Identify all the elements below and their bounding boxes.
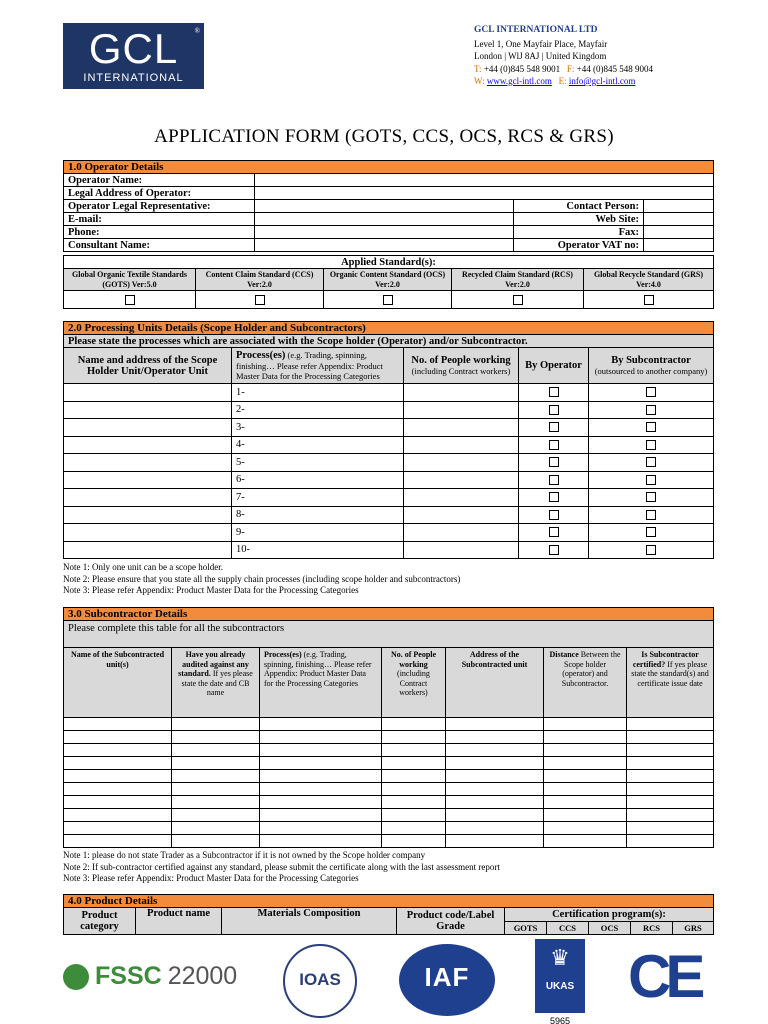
- program-grs-header: GRS: [673, 922, 714, 935]
- by-operator-checkbox[interactable]: [549, 510, 559, 520]
- company-logo: [63, 23, 204, 89]
- process-row[interactable]: 8-: [232, 506, 404, 524]
- operator-name-field[interactable]: [255, 174, 714, 187]
- note: Note 3: Please refer Appendix: Product Master Data for the Processing Categories: [63, 585, 359, 595]
- company-address-1: Level 1, One Mayfair Place, Mayfair: [474, 38, 608, 49]
- operator-name-label: Operator Name:: [64, 174, 255, 187]
- note: Note 2: If sub-contractor certified against any standard, please submit the certificate along with the last assessment report: [63, 861, 500, 872]
- col-distance-header: Distance Between the Scope holder (operator) and Subcontractor.: [544, 648, 627, 718]
- accreditation-logos: [0, 936, 768, 1024]
- subcontractor-details-table: [63, 607, 714, 848]
- section3-instruction: Please complete this table for all the subcontractors: [64, 621, 714, 648]
- unit-name-field[interactable]: [64, 384, 232, 402]
- table-row: [64, 809, 714, 822]
- ukas-logo: ♛ UKAS: [535, 939, 585, 1013]
- contact-person-field[interactable]: [644, 200, 714, 213]
- by-subcontractor-checkbox[interactable]: [646, 510, 656, 520]
- col-by-subcontractor-header: By Subcontractor (outsourced to another company): [589, 348, 714, 384]
- by-subcontractor-checkbox[interactable]: [646, 422, 656, 432]
- table-row: [64, 783, 714, 796]
- standard-ocs-label: Organic Content Standard (OCS) Ver:2.0: [324, 269, 452, 291]
- phone-label: Phone:: [64, 226, 255, 239]
- product-details-table: [63, 894, 714, 935]
- standard-gots-checkbox[interactable]: [125, 295, 135, 305]
- vat-field[interactable]: [644, 239, 714, 252]
- by-operator-checkbox[interactable]: [549, 440, 559, 450]
- program-gots-header: GOTS: [505, 922, 547, 935]
- fax-field[interactable]: [644, 226, 714, 239]
- unit-name-field[interactable]: [64, 454, 232, 472]
- vat-label: Operator VAT no:: [514, 239, 644, 252]
- by-operator-checkbox[interactable]: [549, 422, 559, 432]
- ioas-logo: IOAS: [283, 944, 357, 1018]
- by-subcontractor-checkbox[interactable]: [646, 457, 656, 467]
- process-row[interactable]: 7-: [232, 489, 404, 507]
- crown-icon: ♛: [550, 945, 570, 970]
- process-row[interactable]: 10-: [232, 541, 404, 559]
- website-label: Web Site:: [514, 213, 644, 226]
- by-operator-checkbox[interactable]: [549, 475, 559, 485]
- fssc-leaf-icon: [63, 964, 89, 990]
- col-audited-header: Have you already audited against any standard. If yes please state the date and CB name: [172, 648, 260, 718]
- col-by-operator-header: By Operator: [519, 348, 589, 384]
- process-row[interactable]: 4-: [232, 436, 404, 454]
- by-operator-checkbox[interactable]: [549, 527, 559, 537]
- section4-heading: 4.0 Product Details: [64, 895, 714, 908]
- unit-name-field[interactable]: [64, 506, 232, 524]
- table-row: [64, 757, 714, 770]
- company-email-link[interactable]: info@gcl-intl.com: [568, 76, 636, 86]
- section3-heading: 3.0 Subcontractor Details: [64, 608, 714, 621]
- company-phone-fax: T: +44 (0)845 548 9001 F: +44 (0)845 548 9004: [474, 63, 653, 74]
- company-address-2: London | WlJ 8AJ | United Kingdom: [474, 51, 607, 61]
- table-row: [64, 835, 714, 848]
- by-subcontractor-checkbox[interactable]: [646, 387, 656, 397]
- ce-mark-logo: CE: [628, 943, 700, 1010]
- col-people-header: No. of People working (including Contract workers): [404, 348, 519, 384]
- operator-details-table: [63, 160, 714, 252]
- section2-notes: [63, 562, 460, 597]
- ukas-number: 5965: [549, 1016, 571, 1024]
- standard-grs-label: Global Recycle Standard (GRS) Ver:4.0: [584, 269, 714, 291]
- applied-standards-label: Applied Standard(s):: [64, 256, 714, 269]
- unit-name-field[interactable]: [64, 419, 232, 437]
- by-subcontractor-checkbox[interactable]: [646, 440, 656, 450]
- by-subcontractor-checkbox[interactable]: [646, 527, 656, 537]
- email-field[interactable]: [255, 213, 514, 226]
- section1-heading: 1.0 Operator Details: [64, 161, 714, 174]
- unit-name-field[interactable]: [64, 524, 232, 542]
- program-rcs-header: RCS: [631, 922, 673, 935]
- section3-notes: [63, 850, 500, 885]
- fax-label: Fax:: [514, 226, 644, 239]
- col-product-name-header: Product name: [136, 908, 222, 935]
- unit-name-field[interactable]: [64, 489, 232, 507]
- iaf-logo: IAF: [399, 944, 495, 1016]
- process-row[interactable]: 9-: [232, 524, 404, 542]
- process-row[interactable]: 6-: [232, 471, 404, 489]
- by-subcontractor-checkbox[interactable]: [646, 475, 656, 485]
- phone-field[interactable]: [255, 226, 514, 239]
- col-materials-header: Materials Composition: [222, 908, 397, 935]
- standard-rcs-label: Recycled Claim Standard (RCS) Ver:2.0: [452, 269, 584, 291]
- unit-name-field[interactable]: [64, 471, 232, 489]
- processing-units-table: [63, 321, 714, 559]
- by-subcontractor-checkbox[interactable]: [646, 492, 656, 502]
- registered-mark: ®: [194, 27, 200, 35]
- program-ccs-header: CCS: [547, 922, 589, 935]
- col-product-category-header: Product category: [64, 908, 136, 935]
- section2-heading: 2.0 Processing Units Details (Scope Holder and Subcontractors): [64, 322, 714, 335]
- logo-main-text: GCL: [88, 25, 179, 72]
- company-name: GCL INTERNATIONAL LTD: [474, 25, 598, 35]
- col-process-header: Process(es) (e.g. Trading, spinning, finishing… Please refer Appendix: Product Master Data for the Processing Categories: [232, 348, 404, 384]
- standard-grs-checkbox[interactable]: [644, 295, 654, 305]
- table-row: [64, 770, 714, 783]
- company-contact-block: [474, 24, 653, 88]
- company-tel: +44 (0)845 548 9001: [483, 63, 561, 74]
- company-web-email: W: www.gcl-intl.com E: info@gcl-intl.com: [474, 76, 636, 86]
- by-operator-checkbox[interactable]: [549, 387, 559, 397]
- col-certification-header: Certification program(s):: [505, 908, 714, 922]
- process-row[interactable]: 2-: [232, 401, 404, 419]
- by-subcontractor-checkbox[interactable]: [646, 405, 656, 415]
- col-people-header: No. of People working (including Contract workers): [382, 648, 446, 718]
- company-fax: +44 (0)845 548 9004: [576, 63, 653, 74]
- standard-gots-label: Global Organic Textile Standards (GOTS) Ver:5.0: [64, 269, 196, 291]
- col-address-header: Address of the Subcontracted unit: [446, 648, 544, 718]
- legal-address-field[interactable]: [255, 187, 714, 200]
- note: Note 1: Only one unit can be a scope holder.: [63, 562, 223, 572]
- note: Note 3: Please refer Appendix: Product Master Data for the Processing Categories: [63, 873, 359, 883]
- col-unit-name-header: Name and address of the Scope Holder Unit/Operator Unit: [64, 348, 232, 384]
- applied-standards-table: [63, 255, 714, 309]
- table-row: [64, 718, 714, 731]
- process-row[interactable]: 3-: [232, 419, 404, 437]
- table-row: [64, 744, 714, 757]
- program-ocs-header: OCS: [589, 922, 631, 935]
- by-operator-checkbox[interactable]: [549, 492, 559, 502]
- form-title: APPLICATION FORM (GOTS, CCS, OCS, RCS & GRS): [154, 126, 614, 147]
- by-operator-checkbox[interactable]: [549, 545, 559, 555]
- table-row: [64, 796, 714, 809]
- col-product-code-header: Product code/Label Grade: [397, 908, 505, 935]
- unit-name-field[interactable]: [64, 436, 232, 454]
- table-row: [64, 822, 714, 835]
- process-row[interactable]: 5-: [232, 454, 404, 472]
- contact-person-label: Contact Person:: [514, 200, 644, 213]
- consultant-field[interactable]: [255, 239, 514, 252]
- legal-rep-label: Operator Legal Representative:: [64, 200, 255, 213]
- standard-ccs-label: Content Claim Standard (CCS) Ver:2.0: [196, 269, 324, 291]
- by-operator-checkbox[interactable]: [549, 405, 559, 415]
- unit-name-field[interactable]: [64, 541, 232, 559]
- unit-name-field[interactable]: [64, 401, 232, 419]
- logo-sub-text: INTERNATIONAL: [83, 72, 184, 84]
- process-row[interactable]: 1-: [232, 384, 404, 402]
- table-row: [64, 731, 714, 744]
- standard-rcs-checkbox[interactable]: [513, 295, 523, 305]
- legal-address-label: Legal Address of Operator:: [64, 187, 255, 200]
- consultant-label: Consultant Name:: [64, 239, 255, 252]
- note: Note 1: please do not state Trader as a Subcontractor if it is not owned by the Scope holder company: [63, 850, 426, 860]
- by-subcontractor-checkbox[interactable]: [646, 545, 656, 555]
- legal-rep-field[interactable]: [255, 200, 514, 213]
- standard-ccs-checkbox[interactable]: [255, 295, 265, 305]
- section2-instruction: Please state the processes which are associated with the Scope holder (Operator) and/or Subcontractor.: [64, 335, 714, 348]
- fssc-logo: FSSC 22000: [63, 962, 237, 991]
- note: Note 2: Please ensure that you state all the supply chain processes (including scope holder and subcontractors): [63, 573, 461, 584]
- website-field[interactable]: [644, 213, 714, 226]
- col-process-header: Process(es) (e.g. Trading, spinning, finishing… Please refer Appendix: Product Master Data for the Processing Categories: [260, 648, 382, 718]
- by-operator-checkbox[interactable]: [549, 457, 559, 467]
- standard-ocs-checkbox[interactable]: [383, 295, 393, 305]
- company-website-link[interactable]: www.gcl-intl.com: [486, 76, 552, 86]
- email-label: E-mail:: [64, 213, 255, 226]
- col-certified-header: Is Subcontractor certified? If yes please state the standard(s) and certificate issue date: [627, 648, 714, 718]
- col-subcontractor-name-header: Name of the Subcontracted unit(s): [64, 648, 172, 718]
